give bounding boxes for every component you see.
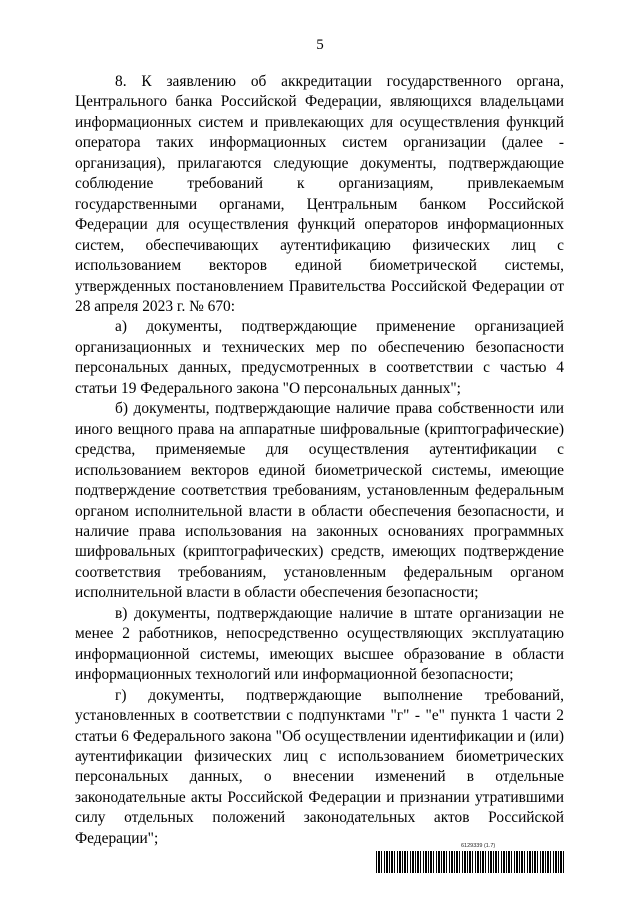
paragraph-subitem-b: б) документы, подтверждающие наличие права собственности или иного вещного права на аппаратные шифровальные (криптографические) средства, применяемые для осуществления аутентификации с использованием векторов единой биометрической системы, имеющие подтверждение соответствия требованиям, установленным федеральным органом исполнительной власти в области обеспечения безопасности, и наличие права использования на законных основаниях программных шифровальных (криптографических) средств, имеющих подтверждение соответствия требованиям, установленным федеральным органом исполнительной власти в области обеспечения безопасности; xyxy=(75,400,564,602)
barcode-icon xyxy=(376,851,564,873)
paragraph-subitem-v: в) документы, подтверждающие наличие в штате организации не менее 2 работников, непосредственно осуществляющих эксплуатацию информационной системы, имеющих высшее образование в области информационных технологий или информационной безопасности; xyxy=(75,604,564,684)
document-body xyxy=(75,72,564,849)
document-code: 6129339 (1.7) xyxy=(461,843,496,849)
page-number: 5 xyxy=(316,37,324,53)
paragraph-item-8: 8. К заявлению об аккредитации государственного органа, Центрального банка Российской Федерации, являющихся владельцами информационных систем и привлекающих для осуществления функций оператора таких информационных систем организации (далее - организация), прилагаются следующие документы, подтверждающие соблюдение требований к организациям, привлекаемым государственными органами, Центральным банком Российской Федерации для осуществления функций операторов информационных систем, обеспечивающих аутентификацию физических лиц с использованием векторов единой биометрической системы, утвержденных постановлением Правительства Российской Федерации от 28 апреля 2023 г. № 670: xyxy=(75,73,564,315)
paragraph-subitem-a: а) документы, подтверждающие применение организацией организационных и технических мер по обеспечению безопасности персональных данных, предусмотренных в соответствии с частью 4 статьи 19 Федерального закона "О персональных данных"; xyxy=(75,318,564,397)
paragraph-subitem-g: г) документы, подтверждающие выполнение требований, установленных в соответствии с подпунктами "г" - "е" пункта 1 части 2 статьи 6 Федерального закона "Об осуществлении идентификации и (или) аутентификации физических лиц с использованием биометрических персональных данных, о внесении изменений в отдельные законодательные акты Российской Федерации и признании утратившими силу отдельных положений законодательных актов Российской Федерации"; xyxy=(75,686,564,847)
